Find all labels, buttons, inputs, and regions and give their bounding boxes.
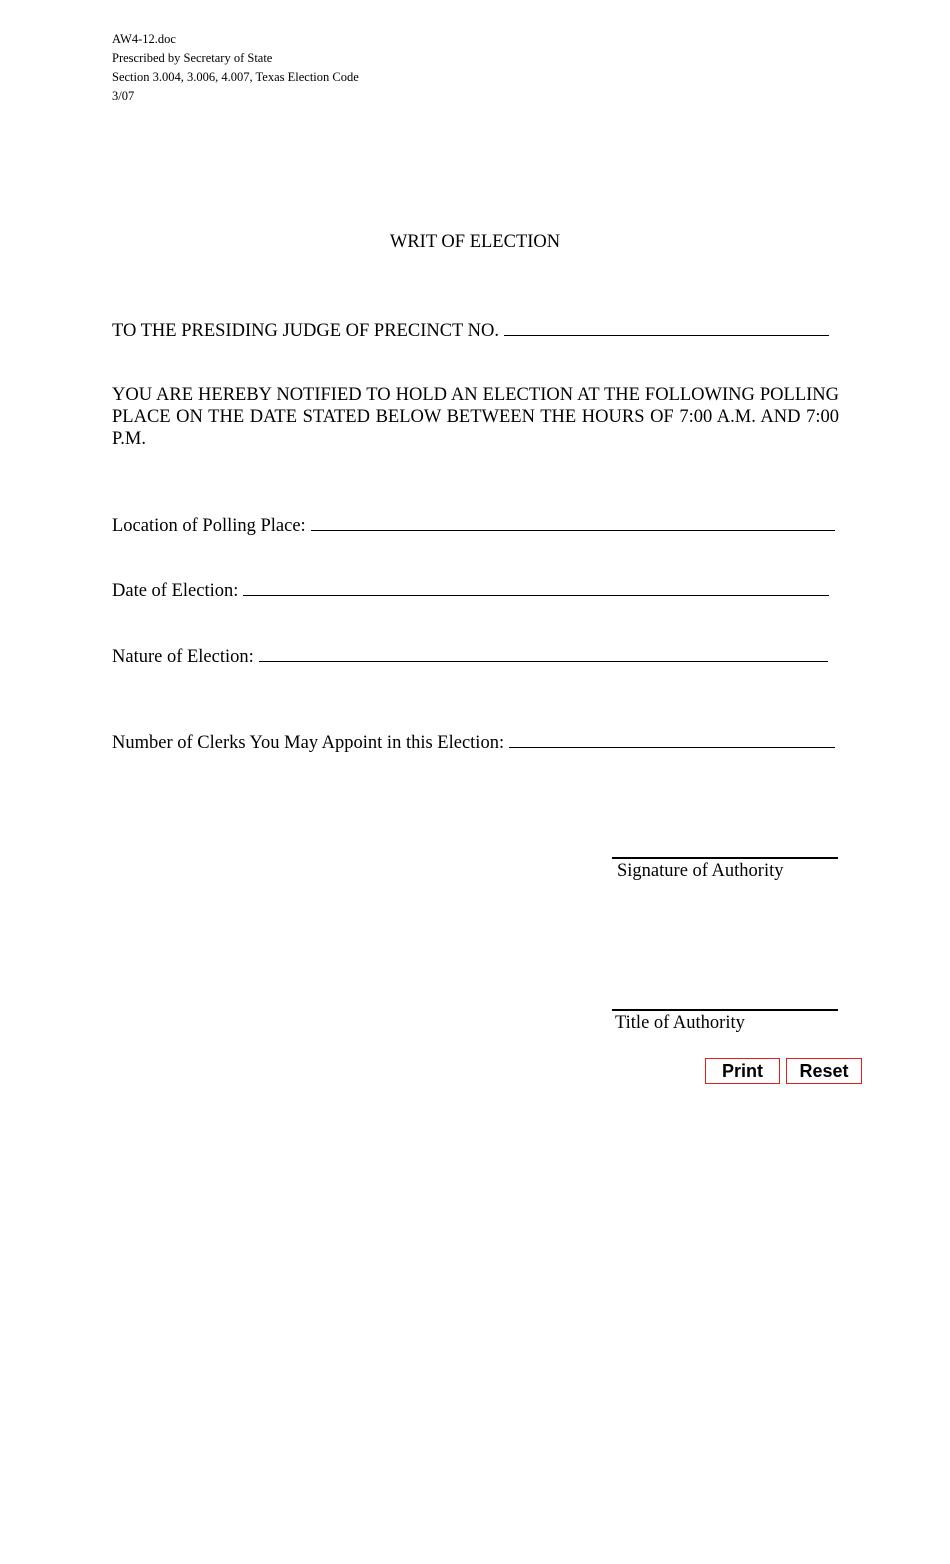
date-line [112,579,829,602]
authority-title-field[interactable] [612,1009,838,1011]
election-date-field[interactable] [243,579,829,596]
code-section: Section 3.004, 3.006, 4.007, Texas Election Code [112,70,359,84]
authority-title-label: Title of Authority [615,1013,745,1033]
election-nature-field[interactable] [259,645,828,662]
nature-line [112,645,828,668]
precinct-label: TO THE PRESIDING JUDGE OF PRECINCT NO. [112,321,499,341]
signature-label: Signature of Authority [617,861,784,881]
document-header [112,30,359,106]
precinct-number-field[interactable] [504,319,829,336]
doc-filename: AW4-12.doc [112,32,176,46]
location-line [112,514,835,537]
page-title: WRIT OF ELECTION [389,232,561,252]
polling-location-field[interactable] [311,514,835,531]
precinct-line [112,319,829,342]
date-label: Date of Election: [112,581,239,601]
signature-field[interactable] [612,857,838,859]
revision-date: 3/07 [112,89,135,103]
nature-label: Nature of Election: [112,647,254,667]
location-label: Location of Polling Place: [112,516,306,536]
print-button[interactable]: Print [705,1058,780,1084]
election-notice: YOU ARE HEREBY NOTIFIED TO HOLD AN ELECTION AT THE FOLLOWING POLLING PLACE ON THE DATE STATED BELOW BETWEEN THE HOURS OF 7:00 A.M. AND 7:00 P.M. [112,385,839,449]
prescribed-by: Prescribed by Secretary of State [112,51,273,65]
clerks-line [112,731,835,754]
clerks-label: Number of Clerks You May Appoint in this Election: [112,733,505,753]
clerks-count-field[interactable] [509,731,835,748]
reset-button[interactable]: Reset [786,1058,862,1084]
